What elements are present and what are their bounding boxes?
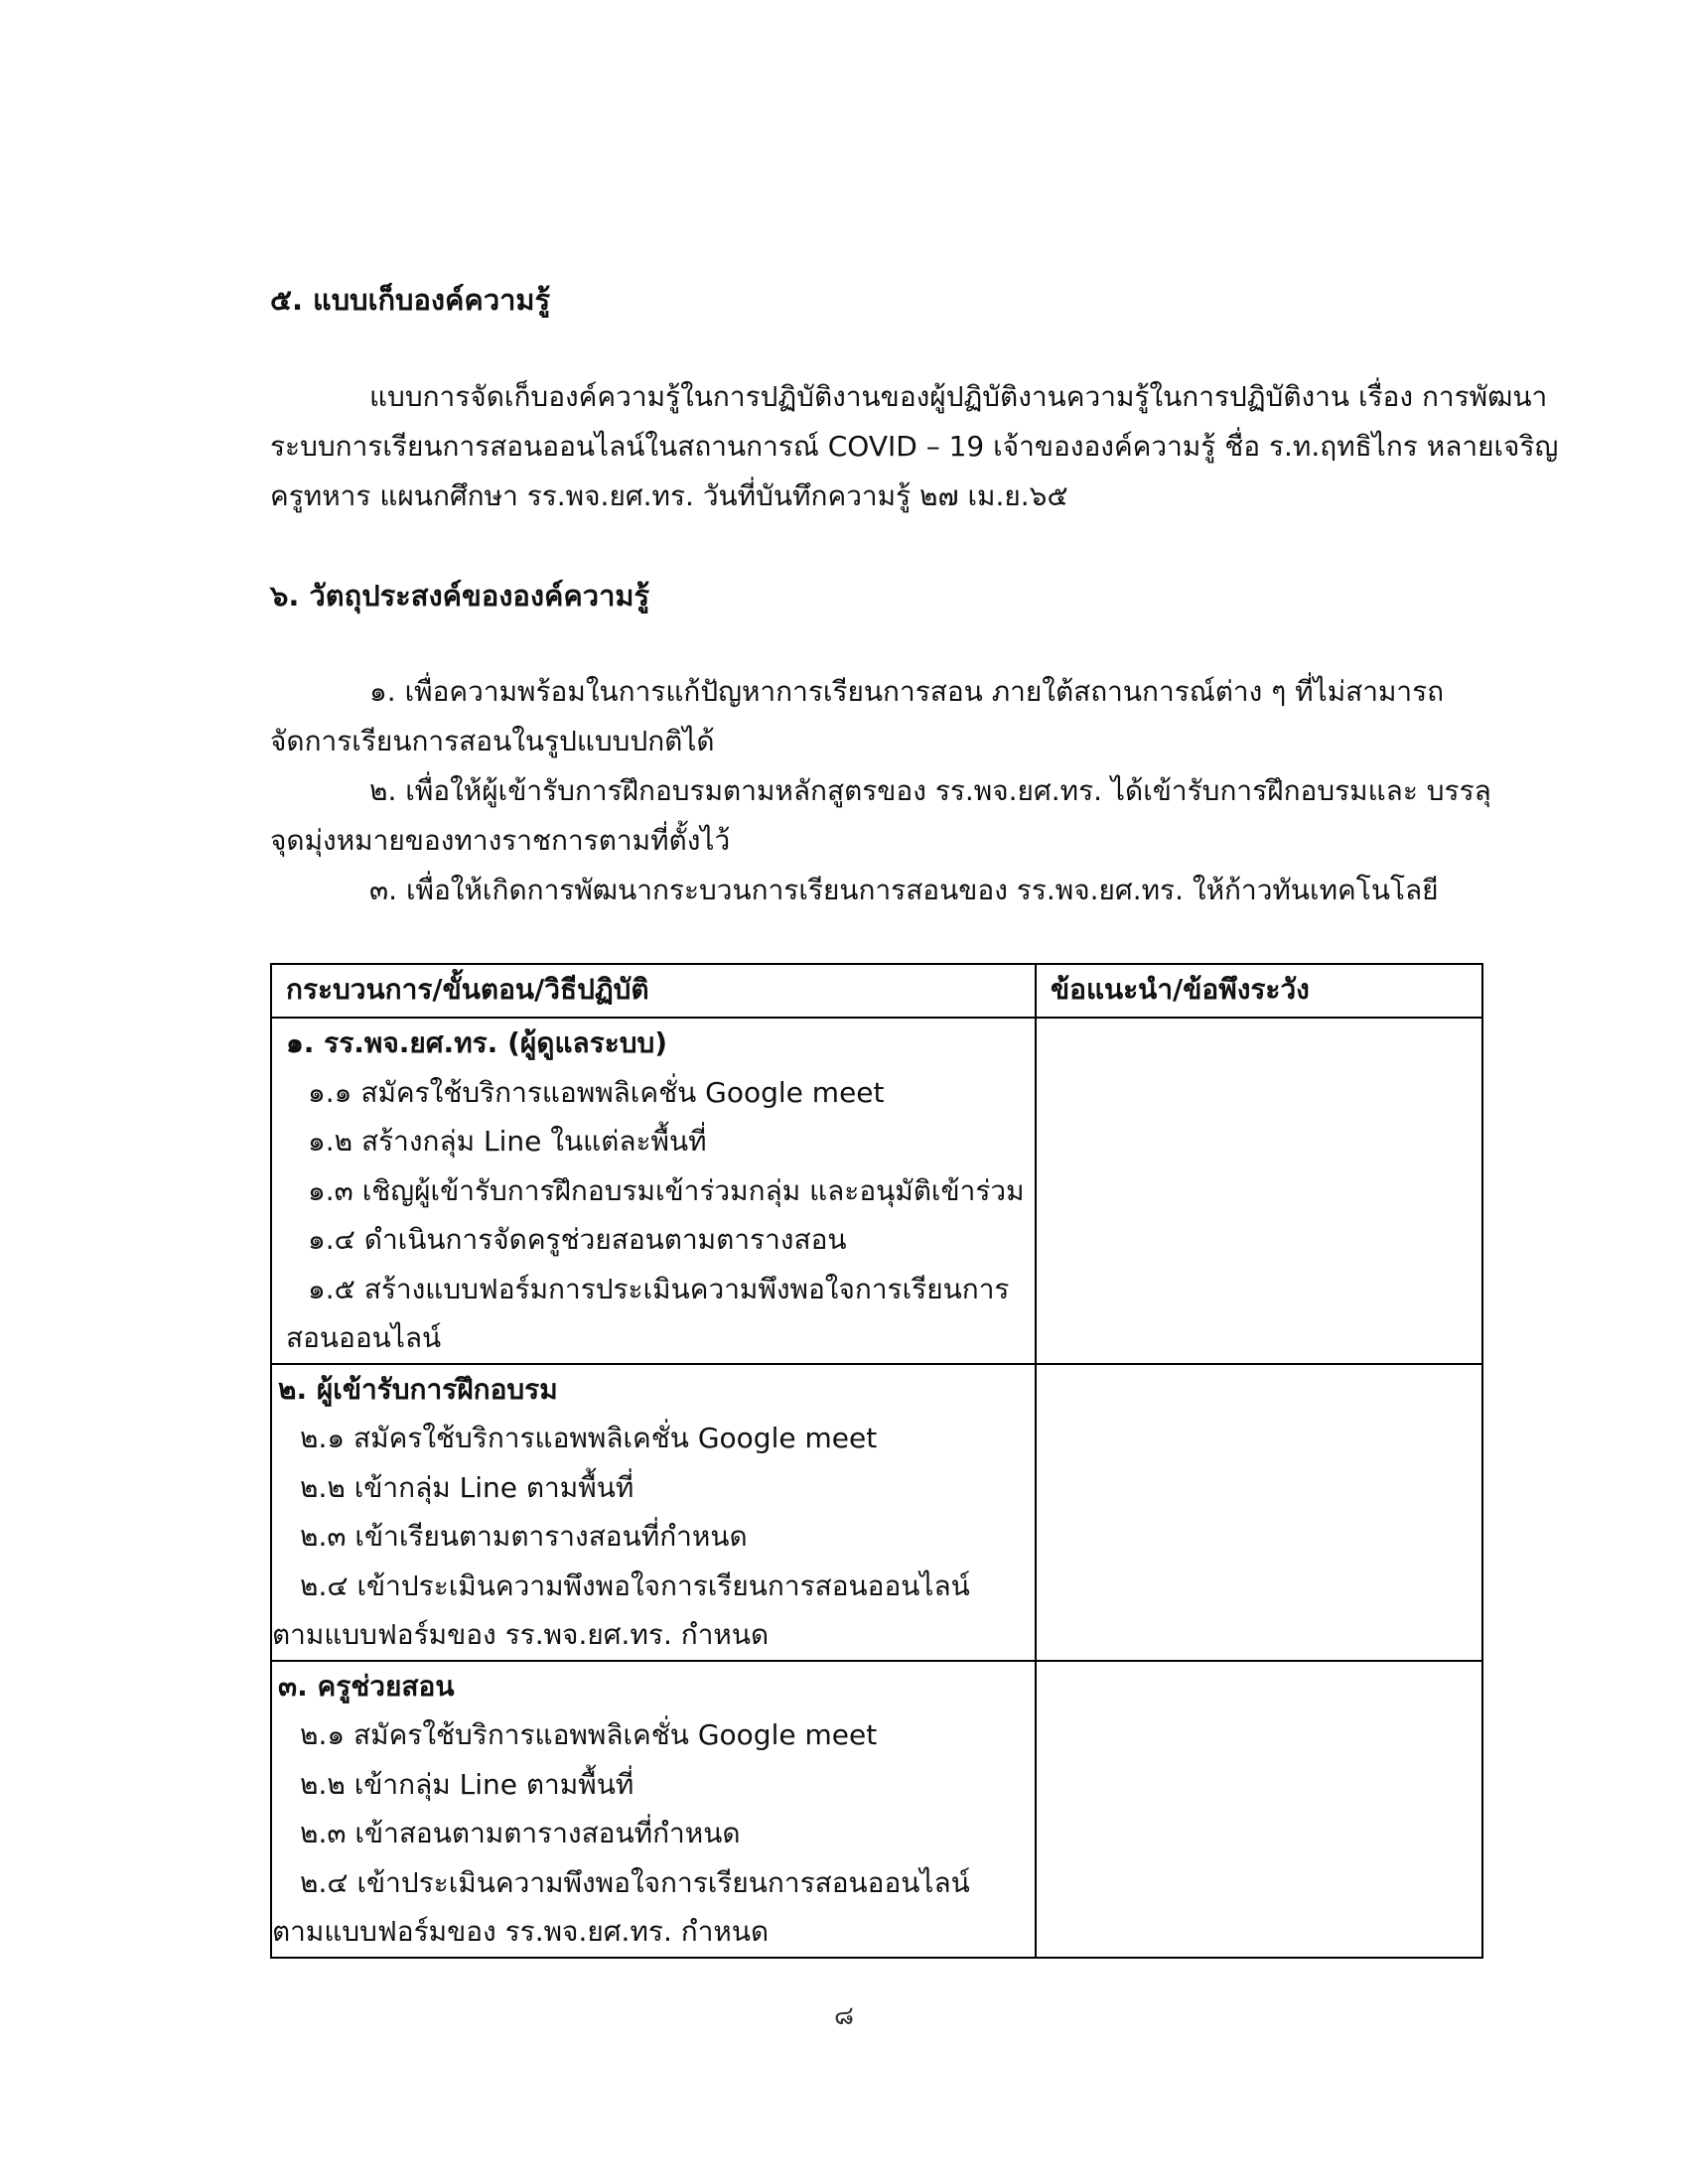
process-item: ๒.๔ เข้าประเมินความพึงพอใจการเรียนการสอนออนไลน์ xyxy=(300,1865,970,1899)
objective-line: ๑. เพื่อความพร้อมในการแก้ปัญหาการเรียนการสอน ภายใต้สถานการณ์ต่าง ๆ ที่ไม่สามารถ xyxy=(369,675,1445,708)
row-title: ๒. ผู้เข้ารับการฝึกอบรม xyxy=(278,1372,558,1406)
process-item: ๑.๕ สร้างแบบฟอร์มการประเมินความพึงพอใจการเรียนการ xyxy=(308,1272,1010,1305)
process-cell xyxy=(271,1364,1036,1661)
header-advice: ข้อแนะนำ/ข้อพึงระวัง xyxy=(1036,964,1482,1018)
objective-line: ๒. เพื่อให้ผู้เข้ารับการฝึกอบรมตามหลักสูตรของ รร.พจ.ยศ.ทร. ได้เข้ารับการฝึกอบรมและ บรรลุ xyxy=(369,774,1491,807)
row-title: ๓. ครูช่วยสอน xyxy=(278,1669,455,1703)
process-item: ๑.๔ ดำเนินการจัดครูช่วยสอนตามตารางสอน xyxy=(308,1223,847,1256)
process-item: ๒.๒ เข้ากลุ่ม Line ตามพื้นที่ xyxy=(300,1470,634,1504)
header-process: กระบวนการ/ขั้นตอน/วิธีปฏิบัติ xyxy=(271,964,1036,1018)
advice-cell xyxy=(1036,1364,1482,1661)
process-item: ๑.๑ สมัครใช้บริการแอพพลิเคชั่น Google meet xyxy=(308,1075,885,1109)
process-item: ตามแบบฟอร์มของ รร.พจ.ยศ.ทร. กำหนด xyxy=(272,1618,770,1651)
section-5-paragraph xyxy=(270,372,1559,521)
process-table xyxy=(270,963,1483,1959)
row-title: ๑. รร.พจ.ยศ.ทร. (ผู้ดูแลระบบ) xyxy=(286,1026,668,1059)
page-number: ๘ xyxy=(833,2001,855,2031)
process-item: ตามแบบฟอร์มของ รร.พจ.ยศ.ทร. กำหนด xyxy=(272,1915,770,1948)
table-row xyxy=(271,1018,1482,1364)
process-item: ๒.๑ สมัครใช้บริการแอพพลิเคชั่น Google meet xyxy=(300,1718,878,1751)
process-item: ๒.๓ เข้าเรียนตามตารางสอนที่กำหนด xyxy=(300,1520,748,1553)
section-5-heading: ๕. แบบเก็บองค์ความรู้ xyxy=(270,283,551,317)
process-cell xyxy=(271,1661,1036,1958)
section-6-objectives xyxy=(270,667,1491,915)
paragraph-line: ครูทหาร แผนกศึกษา รร.พจ.ยศ.ทร. วันที่บันทึกความรู้ ๒๗ เม.ย.๖๕ xyxy=(270,479,1068,512)
table-row xyxy=(271,1364,1482,1661)
paragraph-line: แบบการจัดเก็บองค์ความรู้ในการปฏิบัติงานของผู้ปฏิบัติงานความรู้ในการปฏิบัติงาน เรื่อง การพัฒนา xyxy=(369,380,1548,413)
table-row xyxy=(271,1661,1482,1958)
advice-cell xyxy=(1036,1018,1482,1364)
section-6-heading: ๖. วัตถุประสงค์ขององค์ความรู้ xyxy=(270,579,650,613)
process-item: ๒.๓ เข้าสอนตามตารางสอนที่กำหนด xyxy=(300,1817,741,1849)
process-item: ๑.๒ สร้างกลุ่ม Line ในแต่ละพื้นที่ xyxy=(308,1125,707,1158)
objective-line: ๓. เพื่อให้เกิดการพัฒนากระบวนการเรียนการสอนของ รร.พจ.ยศ.ทร. ให้ก้าวทันเทคโนโลยี xyxy=(369,874,1439,906)
advice-cell xyxy=(1036,1661,1482,1958)
paragraph-line: ระบบการเรียนการสอนออนไลน์ในสถานการณ์ COVID – 19 เจ้าขององค์ความรู้ ชื่อ ร.ท.ฤทธิไกร หลายเจริญ xyxy=(270,430,1559,463)
process-item: ๑.๓ เชิญผู้เข้ารับการฝึกอบรมเข้าร่วมกลุ่ม และอนุมัติเข้าร่วม xyxy=(308,1173,1025,1207)
process-item: สอนออนไลน์ xyxy=(286,1321,442,1354)
table-header-row xyxy=(271,964,1482,1018)
objective-line: จุดมุ่งหมายของทางราชการตามที่ตั้งไว้ xyxy=(270,824,731,857)
process-item: ๒.๔ เข้าประเมินความพึงพอใจการเรียนการสอนออนไลน์ xyxy=(300,1569,970,1602)
process-cell xyxy=(271,1018,1036,1364)
process-item: ๒.๑ สมัครใช้บริการแอพพลิเคชั่น Google meet xyxy=(300,1422,878,1454)
process-item: ๒.๒ เข้ากลุ่ม Line ตามพื้นที่ xyxy=(300,1767,634,1801)
objective-line: จัดการเรียนการสอนในรูปแบบปกติได้ xyxy=(270,725,715,757)
